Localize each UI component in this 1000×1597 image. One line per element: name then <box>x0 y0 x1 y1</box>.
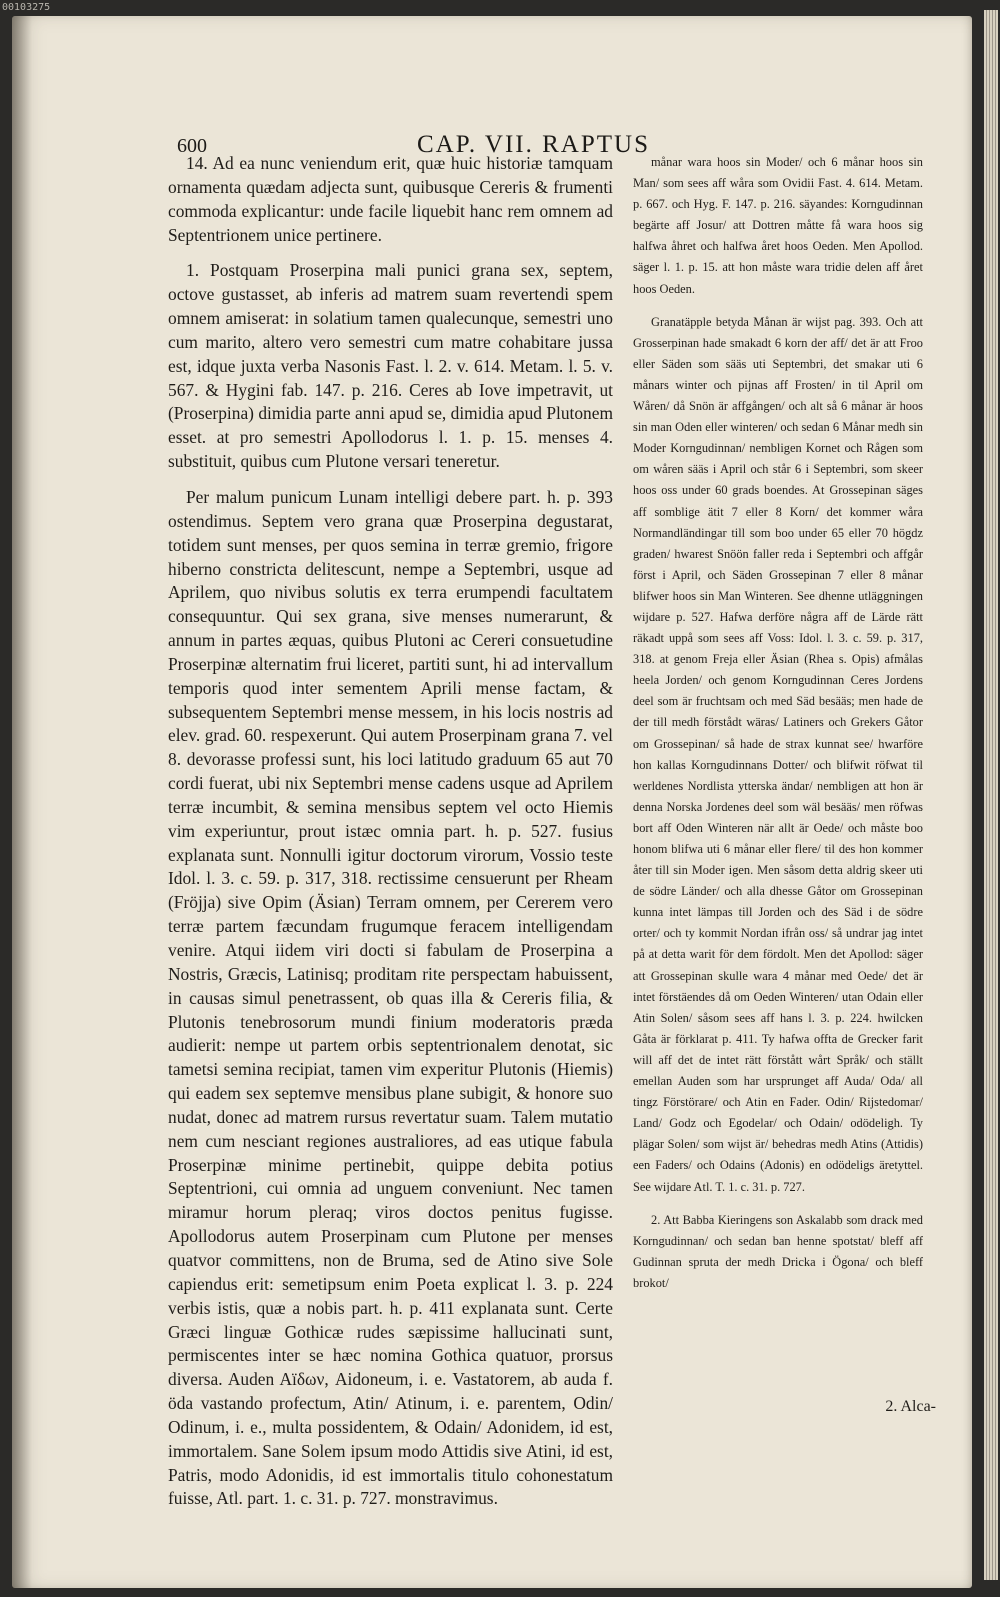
swedish-column <box>633 152 923 1306</box>
swedish-paragraph-2: Granatäpple betyda Månan är wijst pag. 393. Och att Grosserpinan hade smakadt 6 korn der aff/ det är att Froo eller Säden som sääs uti Septembri, det smakar uti 6 månars winter och pijnas aff Frosten/ in til April om Wåren/ då Snön är affgången/ och alt så 6 månar är hoos sin man Oden eller winteren/ och sedan 6 Månar medh sin Moder Korngudinnan/ nembligen Kornet och Rågen som om wåren sääs i April och står 6 i Septembri, som skeer hoos oss under 60 grads boendes. At Grossepinan säges aff somblige ätit 7 eller 8 Korn/ det kommer wåra Normandländingar till som boo under 65 eller 70 högdz graden/ hwarest Snöön faller reda i Septembri och affgår först i April, och Säden Grossepinan 7 eller 8 månar blifwer hoos sin Man Winteren. See dhenne utläggningen wijdare p. 527. Hafwa derföre några aff de Lärde rätt räkadt uppå som sees aff Voss: Idol. l. 3. c. 59. p. 317, 318. at genom Freja eller Äsian (Rhea s. Opis) afmålas heela Jorden/ och genom Korngudinnan Ceres Jordens deel som är fruchtsam och med Säd besääs; men hade de der till medh förstådt wäras/ Latiners och Grekers Gåtor om Grossepinan/ så hade de strax kunnat see/ hwarföre hon kallas Korngudinnans Dotter/ och blifwit röfwat til werldenes Nordlista ytterska ändar/ nembligen att hon är denna Norska Jordenes deel som wäl besääs/ men röfwas bort aff Oden Winteren när allt är Oede/ och måste boo honom blifwa uti 6 månar eller flere/ til des hon kommer åter till sin Moder igen. Men såsom detta aldrig skeer uti de södre Länder/ och alla dhesse Gåtor om Grossepinan kunna intet lämpas till Jorden och des Säd i de södre orter/ och ty kommit Nordan ifrån oss/ så undrar jag intet på at detta warit för dem fördolt. Men det Apollod: säger att Grossepinan skulle wara 4 månar med Oede/ det är intet förstäendes då om Oeden Winteren/ utan Odain eller Atin Solen/ såsom sees aff hans l. 3. p. 224. hwilcken Gåta är förklarat p. 411. Ty hafwa offta de Grecker farit will aff det de intet rätt förstått wårt Språk/ och ställt emellan Auden som har ursprunget aff Auda/ Oda/ all tingz Förstörare/ och Atin en Fader. Odin/ Rijstedomar/ Land/ Godz och Egodelar/ och Odain/ odödeligh. Ty plägar Solen/ som wijst är/ behedras medh Atins (Attidis) een Faders/ och Odains (Adonis) en odödeligs äretyttel. See wijdare Atl. T. 1. c. 31. p. 727. <box>633 314 923 1194</box>
latin-paragraph-2: Per malum punicum Lunam intelligi debere part. h. p. 393 ostendimus. Septem vero grana quæ Proserpina degustarat, totidem sunt menses, per quos semina in terræ gremio, frigore hiberno constricta delitescunt, nempe a Septembri, usque ad Aprilem, quo nivibus solutis ex terra erumpendi facultatem consequuntur. Qui sex grana, sive menses numerarunt, & annum in partes æquas, quibus Plutoni ac Cereri consuetudine Proserpinæ alternatim frui liceret, partiti sunt, hi ad intervallum temporis quod inter sementem Aprili mense factam, & subsequentem Septembri mense messem, in his locis nostris ad elev. grad. 60. respexerunt. Qui autem Proserpinam grana 7. vel 8. devorasse professi sunt, his loci latitudo graduum 65 aut 70 cordi fuerat, ubi nix Septembri mense cadens usque ad Aprilem terræ incumbit, & semina mensibus septem vel octo Hiemis vim experiuntur, prout istæc omnia part. h. p. 527. fusius explanata sunt. Nonnulli igitur doctorum virorum, Vossio teste Idol. l. 3. c. 59. p. 317, 318. rectissime censuerunt per Rheam (Fröjja) sive Opim (Äsian) Terram omnem, per Cererem vero terræ partem fæcundam frugumque feracem intelligendam venire. Atqui iidem viri docti si fabulam de Proserpina a Nostris, Græcis, Latinisq; proditam rite perspectam habuissent, in causas simul penetrassent, ob quas illa & Cereris filia, & Plutonis tenebrosorum mundi finium moderatoris præda audierit: nempe ut partem orbis septentrionalem denotat, sic tametsi semina recipiat, tamen vim experitur Plutonis (Hiemis) qui eadem sex septemve mensibus plane subigit, & honore suo nudat, donec ad matrem rursus revertatur suam. Talem mutatio nem cum nesciant regiones australiores, ad eas utique fabula Proserpinæ minime pertinebit, quippe debita potius Septentrioni, cui omnia ad unguem conveniunt. Nec tamen miramur horum pleraq; viros doctos penitus fugisse. Apollodorus autem Proserpinam cum Plutone per menses quatvor committens, non de Bruma, sed de Atino sive Sole capiendus erit: semetipsum enim Poeta explicat l. 3. p. 224 verbis istis, quæ a nobis part. h. p. 411 explanata sunt. Certe Græci linguæ Gothicæ rudes sæpissime hallucinati sunt, permiscentes inter se hæc nomina Gothica quatuor, prorsus diversa. Auden Aïδων, Aidoneum, i. e. Vastatorem, ab auda f. öda vastando profectum, Atin/ Atinum, i. e. parentem, Odin/ Odinum, i. e., multa possidentem, & Odain/ Adonidem, id est, immortalem. Sane Solem ipsum modo Attidis sive Atini, id est, Patris, modo Adonidis, id est immortalis titulo cohonestatum fuisse, Atl. part. 1. c. 31. p. 727. monstravimus. <box>168 486 613 1509</box>
page-edges <box>984 10 998 1580</box>
catchword: 2. Alca- <box>885 1398 936 1415</box>
latin-paragraph-1: 1. Postquam Proserpina mali punici grana sex, septem, octove gustasset, ab inferis ad matrem suam revertendi spem omnem amiserat: in solatium tamen qualecunque, semestri uno cum marito, altero vero semestri cum matre cohabitare jussa est, idque juxta verba Nasonis Fast. l. 2. v. 614. Metam. l. 5. v. 567. & Hygini fab. 147. p. 216. Ceres ab Iove impetravit, ut (Proserpina) dimidia parte anni apud se, dimidia apud Plutonem esset. at pro semestri Apollodorus l. 1. p. 15. menses 4. substituit, quibus cum Plutone versari teneretur. <box>168 260 613 472</box>
swedish-paragraph-1: månar wara hoos sin Moder/ och 6 månar hoos sin Man/ som sees aff wåra som Ovidii Fast. 4. 614. Metam. p. 667. och Hyg. F. 147. p. 216. säyandes: Korngudinnan begärte aff Josur/ att Dottren måtte få wara hoos sig halfwa åhret och halfwa året hoos Oeden. Men Apollod. säger l. 1. p. 15. att hon måste wara tridie delen aff året hoos Oeden. <box>633 155 923 296</box>
latin-column <box>168 152 613 1523</box>
latin-paragraph-section-14: 14. Ad ea nunc veniendum erit, quæ huic historiæ tamquam ornamenta quædam adjecta sunt, quibusque Cereris & frumenti commoda explicantur: unde facile liquebit hanc rem omnem ad Septentrionem unice pertinere. <box>168 153 613 245</box>
swedish-paragraph-3: 2. Att Babba Kieringens son Askalabb som drack med Korngudinnan/ och sedan ban henne spotstat/ bleff aff Gudinnan spruta der medh Dricka i Ögona/ och bleff brokot/ <box>633 1212 923 1290</box>
page-number: 600 <box>177 135 207 157</box>
scan-id: 00103275 <box>2 2 51 13</box>
chapter-title: CAP. VII. RAPTUS <box>417 131 650 158</box>
